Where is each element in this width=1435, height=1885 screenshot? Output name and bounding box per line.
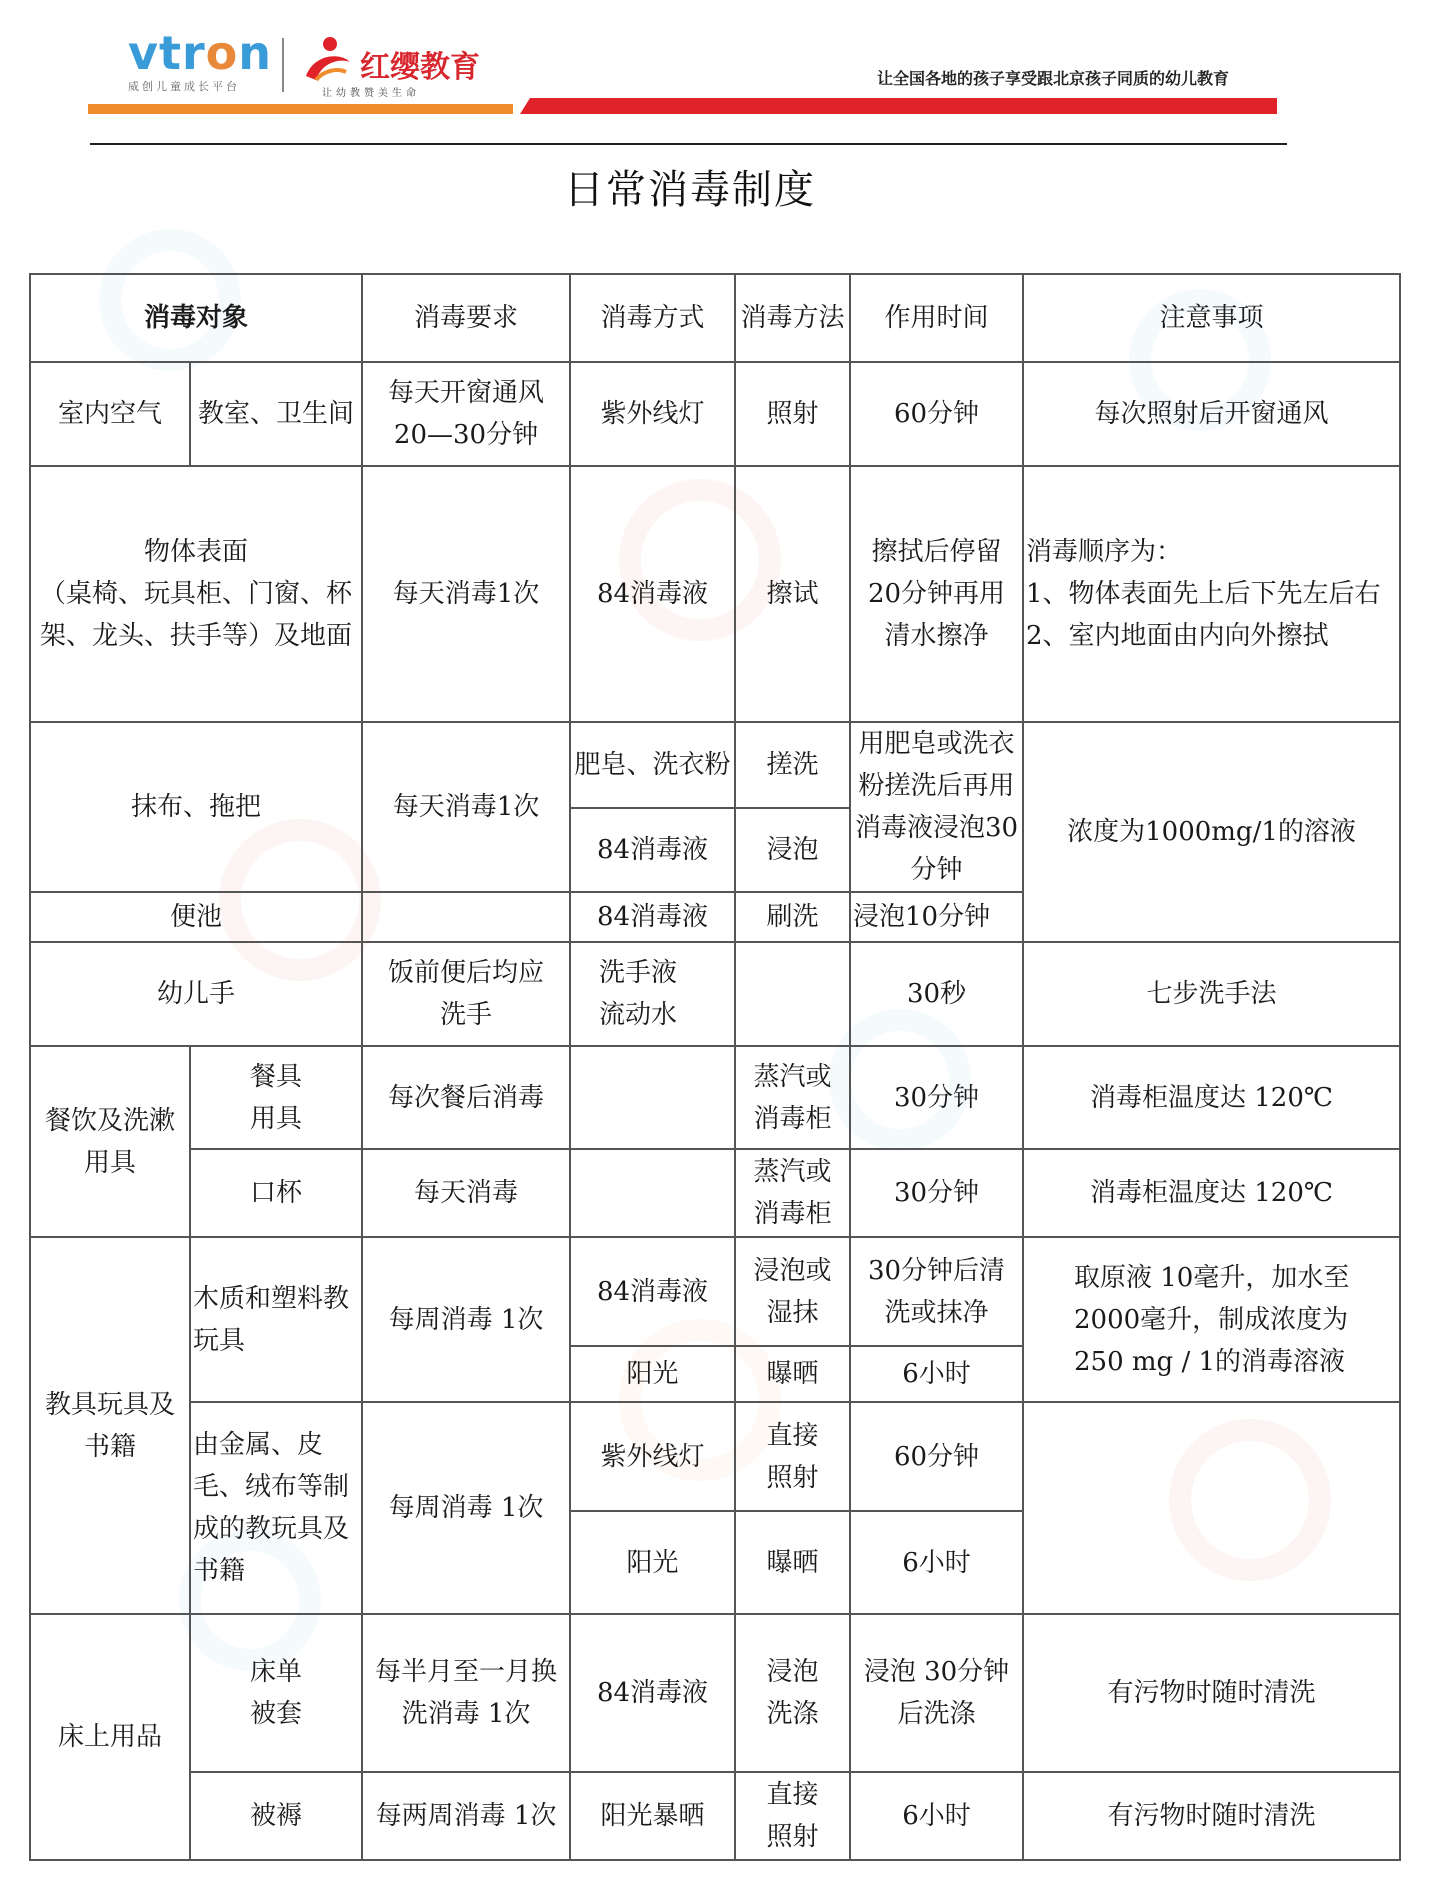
table-cell: 木质和塑料教玩具 <box>190 1237 362 1402</box>
header-bar-orange <box>88 104 513 114</box>
table-cell: 每周消毒 1次 <box>362 1237 570 1402</box>
table-cell: 浸泡 洗涤 <box>735 1614 850 1772</box>
table-cell: 被褥 <box>190 1772 362 1860</box>
table-cell: 84消毒液 <box>570 466 735 722</box>
table-cell: 曝晒 <box>735 1346 850 1402</box>
header-bar-red <box>520 98 1277 114</box>
table-row <box>30 1402 1400 1511</box>
table-cell: 取原液 10毫升，加水至2000毫升，制成浓度为250 mg / 1的消毒溶液 <box>1023 1237 1400 1402</box>
disinfection-table <box>29 273 1401 1861</box>
table-row <box>30 722 1400 808</box>
table-cell: 蒸汽或 消毒柜 <box>735 1149 850 1237</box>
table-cell: 消毒柜温度达 120℃ <box>1023 1046 1400 1149</box>
vtron-tagline: 威创儿童成长平台 <box>128 80 240 93</box>
header-time: 作用时间 <box>850 274 1023 362</box>
table-cell: 84消毒液 <box>570 808 735 893</box>
table-cell <box>362 892 570 942</box>
table-cell: 抹布、拖把 <box>30 722 362 892</box>
table-cell: 84消毒液 <box>570 1614 735 1772</box>
table-cell: 每天开窗通风 20—30分钟 <box>362 362 570 466</box>
table-cell: 30分钟后清 洗或抹净 <box>850 1237 1023 1346</box>
header-notes: 注意事项 <box>1023 274 1400 362</box>
table-cell: 每周消毒 1次 <box>362 1402 570 1614</box>
table-row <box>30 1046 1400 1149</box>
page-title: 日常消毒制度 <box>564 167 816 213</box>
table-cell: 阳光 <box>570 1346 735 1402</box>
table-cell: 七步洗手法 <box>1023 942 1400 1046</box>
table-cell: 30分钟 <box>850 1149 1023 1237</box>
table-cell: 教具玩具及书籍 <box>30 1237 190 1614</box>
table-cell: 由金属、皮毛、绒布等制成的教玩具及书籍 <box>190 1402 362 1614</box>
table-cell: 有污物时随时清洗 <box>1023 1614 1400 1772</box>
table-cell: 曝晒 <box>735 1511 850 1614</box>
table-row <box>30 362 1400 466</box>
vtron-logo: vtron 威创儿童成长平台 <box>128 26 273 93</box>
page-header: vtron 威创儿童成长平台 红缨教育 让幼教赞美生命 让全国各地的孩子享受跟北京孩子同质的幼儿教育 <box>0 0 1435 140</box>
table-cell: 幼儿手 <box>30 942 362 1046</box>
table-cell: 阳光 <box>570 1511 735 1614</box>
table-cell: 饭前便后均应 洗手 <box>362 942 570 1046</box>
table-cell: 浸泡或 湿抹 <box>735 1237 850 1346</box>
table-cell: 每天消毒1次 <box>362 466 570 722</box>
table-row <box>30 1614 1400 1772</box>
table-cell: 教室、卫生间 <box>190 362 362 466</box>
table-header-row <box>30 274 1400 362</box>
table-cell: 有污物时随时清洗 <box>1023 1772 1400 1860</box>
table-cell: 洗手液 流动水 <box>570 942 735 1046</box>
table-cell: 6小时 <box>850 1511 1023 1614</box>
table-cell: 肥皂、洗衣粉 <box>570 722 735 808</box>
table-cell: 床单 被套 <box>190 1614 362 1772</box>
header-mode: 消毒方式 <box>570 274 735 362</box>
table-cell: 每次餐后消毒 <box>362 1046 570 1149</box>
table-row <box>30 1149 1400 1237</box>
header-requirement: 消毒要求 <box>362 274 570 362</box>
table-cell: 每天消毒 <box>362 1149 570 1237</box>
hongying-mark-icon <box>300 32 356 88</box>
table-cell: 浸泡10分钟 <box>850 892 1023 942</box>
table-cell: 蒸汽或 消毒柜 <box>735 1046 850 1149</box>
table-cell: 每两周消毒 1次 <box>362 1772 570 1860</box>
table-cell: 紫外线灯 <box>570 362 735 466</box>
table-cell: 直接 照射 <box>735 1772 850 1860</box>
header-slogan: 让全国各地的孩子享受跟北京孩子同质的幼儿教育 <box>877 69 1230 88</box>
table-cell: 84消毒液 <box>570 892 735 942</box>
table-cell: 60分钟 <box>850 362 1023 466</box>
table-cell: 消毒柜温度达 120℃ <box>1023 1149 1400 1237</box>
table-cell: 紫外线灯 <box>570 1402 735 1511</box>
table-cell: 用肥皂或洗衣粉搓洗后再用消毒液浸泡30分钟 <box>850 722 1023 892</box>
table-cell <box>1023 1402 1400 1614</box>
table-cell: 便池 <box>30 892 362 942</box>
title-rule <box>90 143 1287 145</box>
table-cell: 室内空气 <box>30 362 190 466</box>
table-row <box>30 942 1400 1046</box>
table-cell: 6小时 <box>850 1772 1023 1860</box>
table-cell: 床上用品 <box>30 1614 190 1860</box>
table-cell: 照射 <box>735 362 850 466</box>
table-cell: 餐饮及洗漱用具 <box>30 1046 190 1237</box>
table-cell <box>570 1046 735 1149</box>
header-method: 消毒方法 <box>735 274 850 362</box>
table-cell: 擦试 <box>735 466 850 722</box>
table-cell: 消毒顺序为： 1、物体表面先上后下先左后右 2、室内地面由内向外擦拭 <box>1023 466 1400 722</box>
table-cell: 每次照射后开窗通风 <box>1023 362 1400 466</box>
table-cell: 60分钟 <box>850 1402 1023 1511</box>
table-cell: 直接 照射 <box>735 1402 850 1511</box>
table-row <box>30 1237 1400 1346</box>
logo-divider <box>282 38 284 92</box>
table-cell: 每天消毒1次 <box>362 722 570 892</box>
header-object: 消毒对象 <box>30 274 362 362</box>
table-cell: 刷洗 <box>735 892 850 942</box>
table-cell: 阳光暴晒 <box>570 1772 735 1860</box>
table-row <box>30 1772 1400 1860</box>
table-cell <box>735 942 850 1046</box>
table-cell: 物体表面 （桌椅、玩具柜、门窗、杯架、龙头、扶手等）及地面 <box>30 466 362 722</box>
table-cell <box>570 1149 735 1237</box>
table-cell: 浓度为1000mg/1的溶液 <box>1023 722 1400 942</box>
table-cell: 擦拭后停留 20分钟再用 清水擦净 <box>850 466 1023 722</box>
table-cell: 6小时 <box>850 1346 1023 1402</box>
table-cell: 每半月至一月换洗消毒 1次 <box>362 1614 570 1772</box>
table-cell: 浸泡 <box>735 808 850 893</box>
table-cell: 84消毒液 <box>570 1237 735 1346</box>
table-cell: 餐具 用具 <box>190 1046 362 1149</box>
table-cell: 口杯 <box>190 1149 362 1237</box>
table-cell: 浸泡 30分钟 后洗涤 <box>850 1614 1023 1772</box>
table-cell: 30分钟 <box>850 1046 1023 1149</box>
table-cell: 30秒 <box>850 942 1023 1046</box>
table-cell: 搓洗 <box>735 722 850 808</box>
table-row <box>30 466 1400 722</box>
